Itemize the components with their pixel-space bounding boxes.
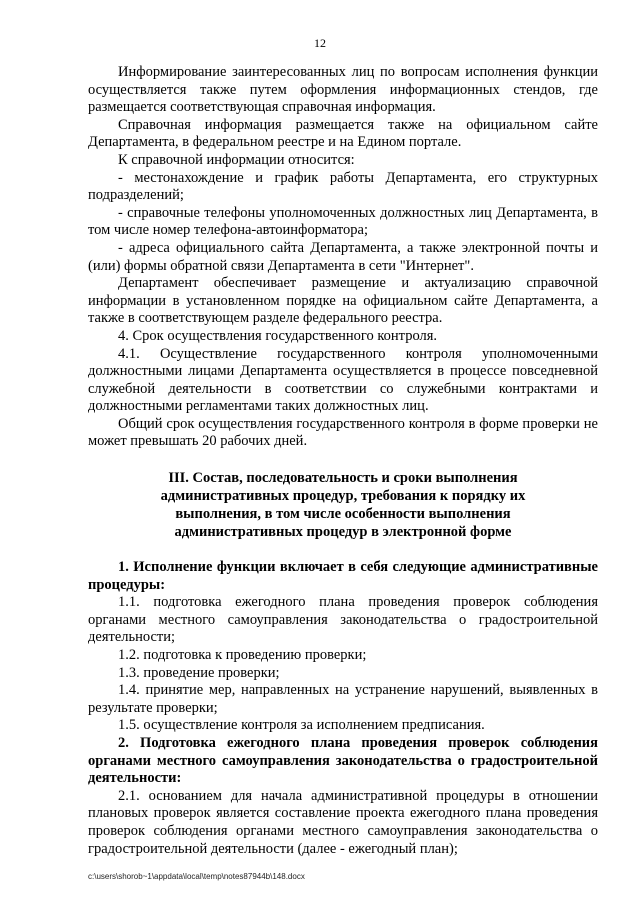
paragraph: Общий срок осуществления государственного контроля в форме проверки не может превышать 20 рабочих дней. [88, 415, 598, 450]
paragraph: 2.1. основанием для начала административной процедуры в отношении плановых проверок является составление проекта ежегодного плана проведения проверок соблюдения органами местного самоуправления законодательства о градостроительной деятельности (далее - ежегодный план); [88, 787, 598, 857]
section-heading-line: административных процедур, требования к порядку их [160, 488, 526, 505]
paragraph: 1.2. подготовка к проведению проверки; [118, 647, 367, 664]
page-number: 12 [314, 36, 326, 50]
document-body [88, 64, 598, 858]
paragraph: - адреса официального сайта Департамента, а также электронной почты и (или) формы обратной связи Департамента в сети "Интернет". [88, 239, 598, 274]
paragraph: Информирование заинтересованных лиц по вопросам исполнения функции осуществляется также путем оформления информационных стендов, где размещается соответствующая справочная информация. [88, 64, 598, 116]
paragraph: 1.3. проведение проверки; [118, 664, 280, 681]
paragraph: К справочной информации относится: [118, 151, 355, 168]
paragraph: - справочные телефоны уполномоченных должностных лиц Департамента, в том числе номер телефона-автоинформатора; [88, 204, 598, 239]
paragraph: 4. Срок осуществления государственного контроля. [118, 327, 438, 344]
paragraph: 1.5. осуществление контроля за исполнением предписания. [118, 717, 485, 734]
paragraph: Справочная информация размещается также на официальном сайте Департамента, в федеральном реестре и на Едином портале. [88, 116, 598, 151]
section-heading-line: выполнения, в том числе особенности выполнения [175, 506, 511, 523]
file-path-footer: c:\users\shorob~1\appdata\local\temp\notes87944b\148.docx [88, 872, 305, 881]
paragraph: 1.4. принятие мер, направленных на устранение нарушений, выявленных в результате проверки; [88, 682, 598, 716]
paragraph: Департамент обеспечивает размещение и актуализацию справочной информации в установленном порядке на официальном сайте Департамента, а также в соответствующем разделе федерального реестра. [88, 275, 598, 327]
paragraph: - местонахождение и график работы Департамента, его структурных подразделений; [88, 169, 598, 204]
paragraph-bold: 2. Подготовка ежегодного плана проведения проверок соблюдения органами местного самоуправления законодательства о градостроительной деятельности: [88, 735, 598, 787]
section-heading-line: III. Состав, последовательность и сроки выполнения [168, 470, 518, 487]
paragraph-bold: 1. Исполнение функции включает в себя следующие административные процедуры: [88, 559, 598, 593]
paragraph: 1.1. подготовка ежегодного плана проведения проверок соблюдения органами местного самоуправления законодательства о градостроительной деятельности; [88, 594, 598, 646]
paragraph: 4.1. Осуществление государственного контроля уполномоченными должностными лицами Департамента осуществляется в процессе повседневной служебной деятельности в соответствии со служебными контрактами и должностными регламентами таких должностных лиц. [88, 345, 598, 415]
section-heading-line: административных процедур в электронной форме [174, 524, 512, 541]
section-heading [88, 469, 598, 541]
